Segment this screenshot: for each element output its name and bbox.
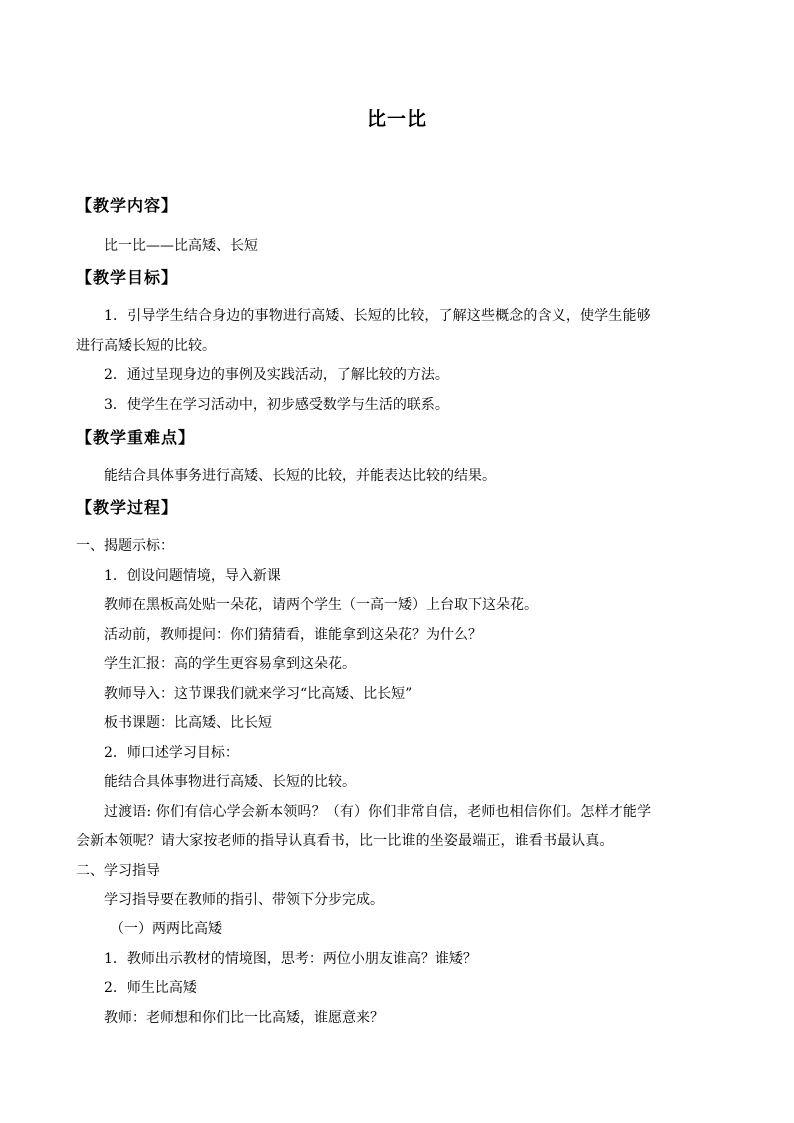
teaching-content-text: 比一比——比高矮、长短 [104,238,258,254]
process-line: 教师导入：这节课我们就来学习“比高矮、比长短” [104,686,413,702]
process-line: 学习指导要在教师的指引、带领下分步完成。 [104,892,384,908]
process-line: 1．教师出示教材的情境图，思考：两位小朋友谁高？谁矮？ [104,951,477,967]
goal-line: 2．通过呈现身边的事例及实践活动，了解比较的方法。 [104,367,449,383]
process-line: 2．师生比高矮 [104,980,197,996]
heading-teaching-goals: 【教学目标】 [76,268,179,287]
document-title: 比一比 [366,108,427,130]
process-line: 2．师口述学习目标： [104,745,239,761]
process-line: 会新本领呢？请大家按老师的指导认真看书，比一比谁的坐姿最端正，谁看书最认真。 [76,833,614,849]
process-line: 过渡语: 你们有信心学会新本领吗？（有）你们非常自信，老师也相信你们。怎样才能学 [104,804,652,820]
process-line: 教师：老师想和你们比一比高矮，谁愿意来？ [104,1010,384,1026]
heading-key-points: 【教学重难点】 [76,428,196,447]
process-line: 能结合具体事物进行高矮、长短的比较。 [104,774,356,790]
process-line: 教师在黑板高处贴一朵花，请两个学生（一高一矮）上台取下这朵花。 [104,597,538,613]
goal-line: 3．使学生在学习活动中，初步感受数学与生活的联系。 [104,397,449,413]
process-line: 一、揭题示标： [76,538,174,554]
process-line: 1．创设问题情境，导入新课 [104,568,281,584]
process-line: 学生汇报：高的学生更容易拿到这朵花。 [104,656,356,672]
key-points-text: 能结合具体事务进行高矮、长短的比较，并能表达比较的结果。 [104,468,496,484]
process-line: 二、学习指导 [76,863,160,879]
heading-teaching-process: 【教学过程】 [76,498,179,517]
process-line: （一）两两比高矮 [110,921,222,937]
heading-teaching-content: 【教学内容】 [76,196,179,215]
process-line: 活动前，教师提问：你们猜猜看，谁能拿到这朵花？为什么？ [104,627,482,643]
goal-line: 1．引导学生结合身边的事物进行高矮、长短的比较，了解这些概念的含义，使学生能够 [104,308,651,324]
goal-line: 进行高矮长短的比较。 [76,338,216,354]
process-line: 板书课题：比高矮、比长短 [104,715,272,731]
